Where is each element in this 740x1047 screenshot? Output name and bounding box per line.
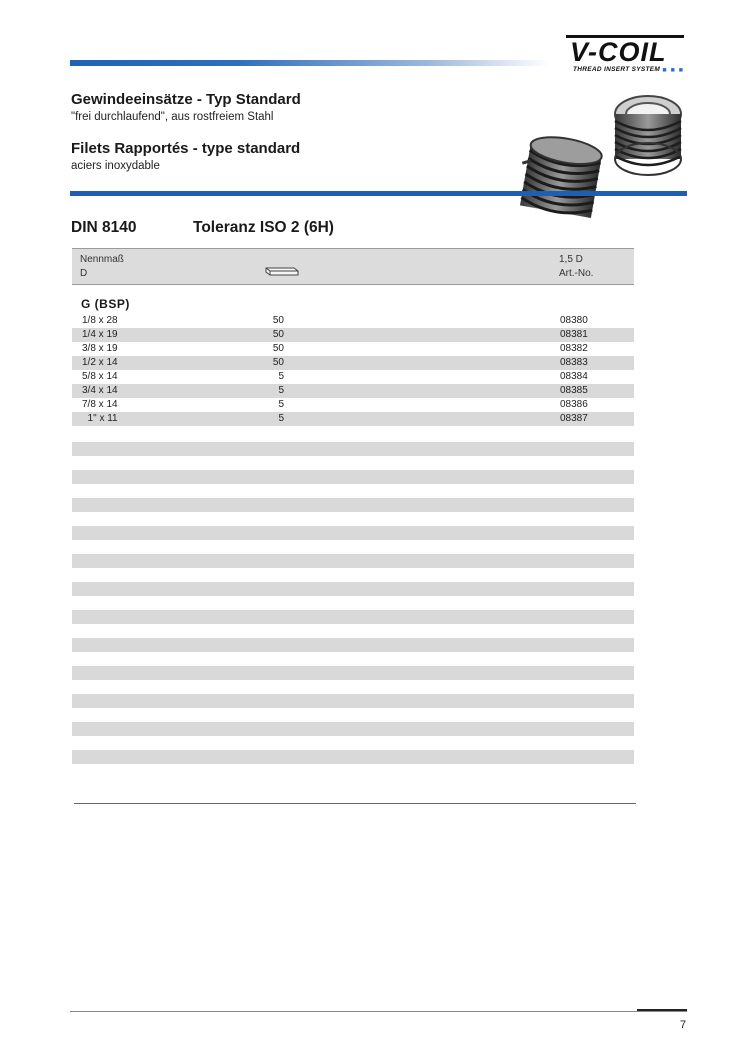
footer-rule [70,1011,687,1012]
row-qty: 5 [278,371,284,382]
title-de: Gewindeeinsätze - Typ Standard [71,91,301,108]
table-row [72,412,634,426]
row-qty: 50 [272,343,284,354]
empty-row-stripe [72,470,634,484]
table-row [72,384,634,398]
vcoil-logo: V-COIL THREAD INSERT SYSTEM ■ ■ ■ [566,35,690,80]
empty-row-stripe [72,638,634,652]
thread-insert-image [510,82,690,222]
empty-row-stripe [72,526,634,540]
row-art-no: 08383 [560,357,588,368]
row-art-no: 08386 [560,399,588,410]
row-size: 1/2 x 14 [82,357,118,368]
empty-row-stripe [72,498,634,512]
empty-row-stripe [72,666,634,680]
group-label: G (BSP) [81,297,130,311]
din-heading: DIN 8140 [71,219,137,236]
row-qty: 50 [272,329,284,340]
row-qty: 50 [272,315,284,326]
col-size-sub: D [80,268,88,279]
page-number: 7 [680,1019,687,1031]
col-size-label: Nennmaß [80,254,124,265]
tolerance-heading: Toleranz ISO 2 (6H) [193,219,334,236]
row-size: 7/8 x 14 [82,399,118,410]
empty-row-stripe [72,442,634,456]
row-qty: 5 [278,399,284,410]
row-art-no: 08384 [560,371,588,382]
empty-row-stripe [72,582,634,596]
row-qty: 50 [272,357,284,368]
row-qty: 5 [278,385,284,396]
section-divider-bar [70,191,687,196]
row-art-no: 08385 [560,385,588,396]
subtitle-fr: aciers inoxydable [71,160,160,172]
table-bottom-rule [74,803,636,804]
row-size: 3/4 x 14 [82,385,118,396]
row-size: 1/8 x 28 [82,315,118,326]
table-row [72,314,634,328]
table-row [72,342,634,356]
empty-row-stripe [72,554,634,568]
empty-row-stripe [72,610,634,624]
row-size: 5/8 x 14 [82,371,118,382]
row-art-no: 08381 [560,329,588,340]
title-fr: Filets Rapportés - type standard [71,140,301,157]
table-row [72,370,634,384]
empty-row-stripe [72,750,634,764]
table-row [72,328,634,342]
row-art-no: 08382 [560,343,588,354]
table-header [72,248,634,285]
row-art-no: 08380 [560,315,588,326]
table-row [72,356,634,370]
empty-row-stripe [72,722,634,736]
table-row [72,398,634,412]
footer-accent-mark [637,1009,687,1011]
subtitle-de: "frei durchlaufend", aus rostfreiem Stahl [71,111,274,123]
row-size: 3/8 x 19 [82,343,118,354]
col-art-ratio: 1,5 D [559,254,583,265]
col-art-label: Art.-No. [559,268,594,279]
row-qty: 5 [278,413,284,424]
empty-row-stripe [72,694,634,708]
row-size: 1" x 11 [82,413,118,424]
row-art-no: 08387 [560,413,588,424]
package-icon [264,265,300,277]
row-size: 1/4 x 19 [82,329,118,340]
header-gradient-bar [70,60,550,66]
